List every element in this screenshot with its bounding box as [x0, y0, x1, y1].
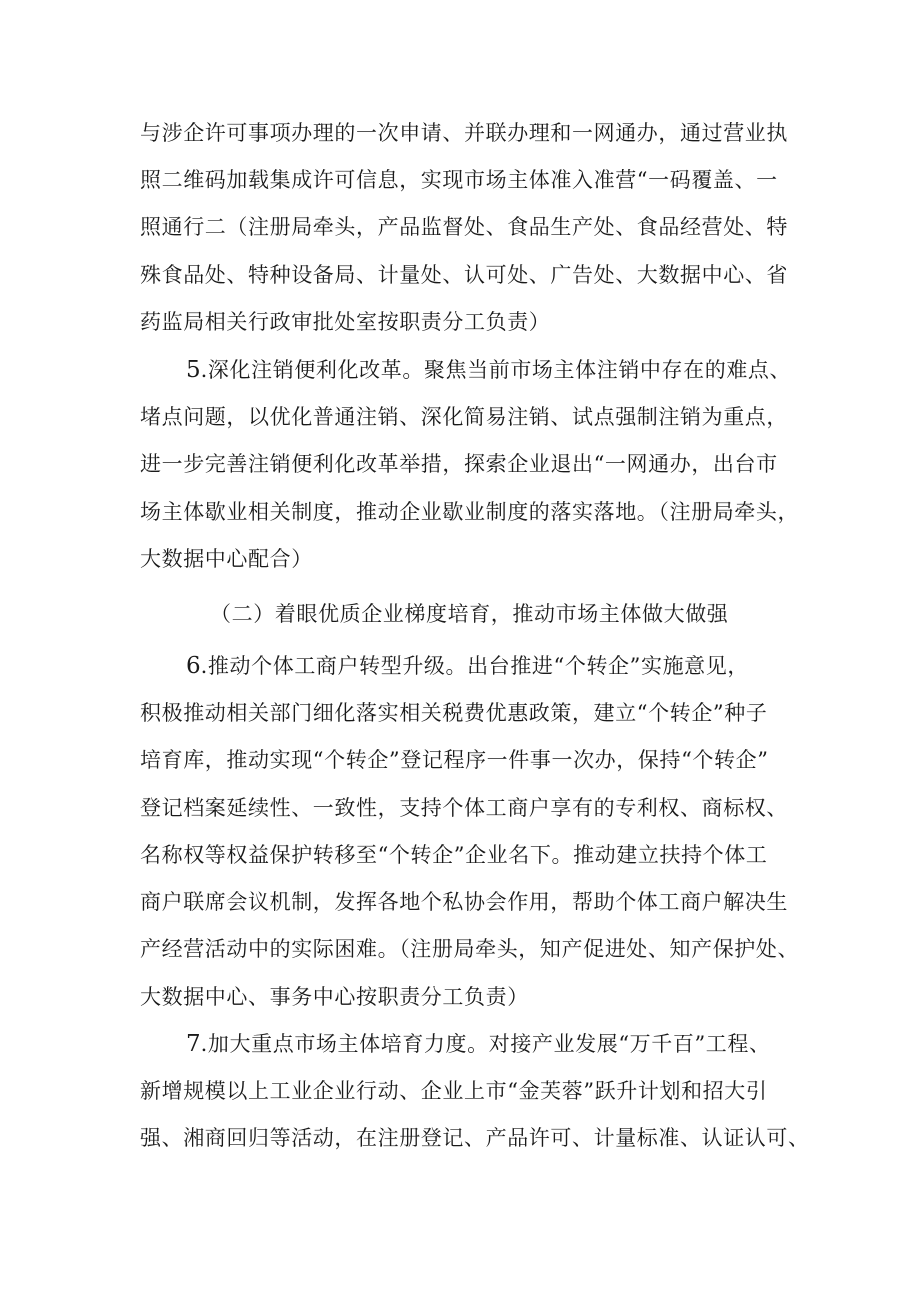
item-text: .加大重点市场主体培育力度。对接产业发展“万千百”工程、	[200, 1032, 771, 1056]
item-text: .深化注销便利化改革。聚焦当前市场主体注销中存在的难点、	[200, 358, 792, 382]
paragraph-line: 新增规模以上工业企业行动、企业上市“金芙蓉”跃升计划和招大引	[140, 1079, 768, 1103]
paragraph-line: 堵点问题，以优化普通注销、深化简易注销、试点强制注销为重点，	[140, 405, 788, 429]
paragraph-line: 产经营活动中的实际困难。（注册局牵头，知产促进处、知产保护处、	[140, 937, 800, 961]
paragraph-line: 照二维码加载集成许可信息，实现市场主体准入准营“一码覆盖、一	[140, 168, 778, 192]
item-number: 7	[186, 1031, 201, 1057]
paragraph-line: 场主体歇业相关制度，推动企业歇业制度的落实落地。（注册局牵头，	[140, 500, 800, 524]
item-7-first-line	[186, 1030, 820, 1058]
item-number: 5	[186, 357, 201, 383]
section-heading: （二）着眼优质企业梯度培育，推动市场主体做大做强	[210, 602, 729, 626]
paragraph-line: 殊食品处、特种设备局、计量处、认可处、广告处、大数据中心、省	[140, 263, 788, 287]
item-6-first-line	[186, 652, 820, 680]
paragraph-line: 照通行二（注册局牵头，产品监督处、食品生产处、食品经营处、特	[140, 215, 788, 239]
paragraph-line: 大数据中心配合）	[140, 547, 313, 571]
paragraph-line: 进一步完善注销便利化改革举措，探索企业退出“一网通办，出台市	[140, 452, 778, 476]
paragraph-line: 强、湘商回归等活动，在注册登记、产品许可、计量标准、认证认可、	[140, 1126, 810, 1150]
item-5-first-line	[186, 356, 820, 384]
paragraph-line: 与涉企许可事项办理的一次申请、并联办理和一网通办，通过营业执	[140, 121, 788, 145]
item-text: .推动个体工商户转型升级。出台推进“个转企”实施意见，	[200, 654, 749, 678]
paragraph-line: 药监局相关行政审批处室按职责分工负责）	[140, 310, 551, 334]
paragraph-line: 登记档案延续性、一致性，支持个体工商户享有的专利权、商标权、	[140, 796, 788, 820]
item-number: 6	[186, 653, 201, 679]
paragraph-line: 培育库，推动实现“个转企”登记程序一件事一次办，保持“个转企”	[140, 748, 769, 772]
paragraph-line: 积极推动相关部门细化落实相关税费优惠政策，建立“个转企”种子	[140, 701, 768, 725]
paragraph-line: 商户联席会议机制，发挥各地个私协会作用，帮助个体工商户解决生	[140, 890, 788, 914]
paragraph-line: 名称权等权益保护转移至“个转企”企业名下。推动建立扶持个体工	[140, 843, 768, 867]
paragraph-line: 大数据中心、事务中心按职责分工负责）	[140, 985, 529, 1009]
